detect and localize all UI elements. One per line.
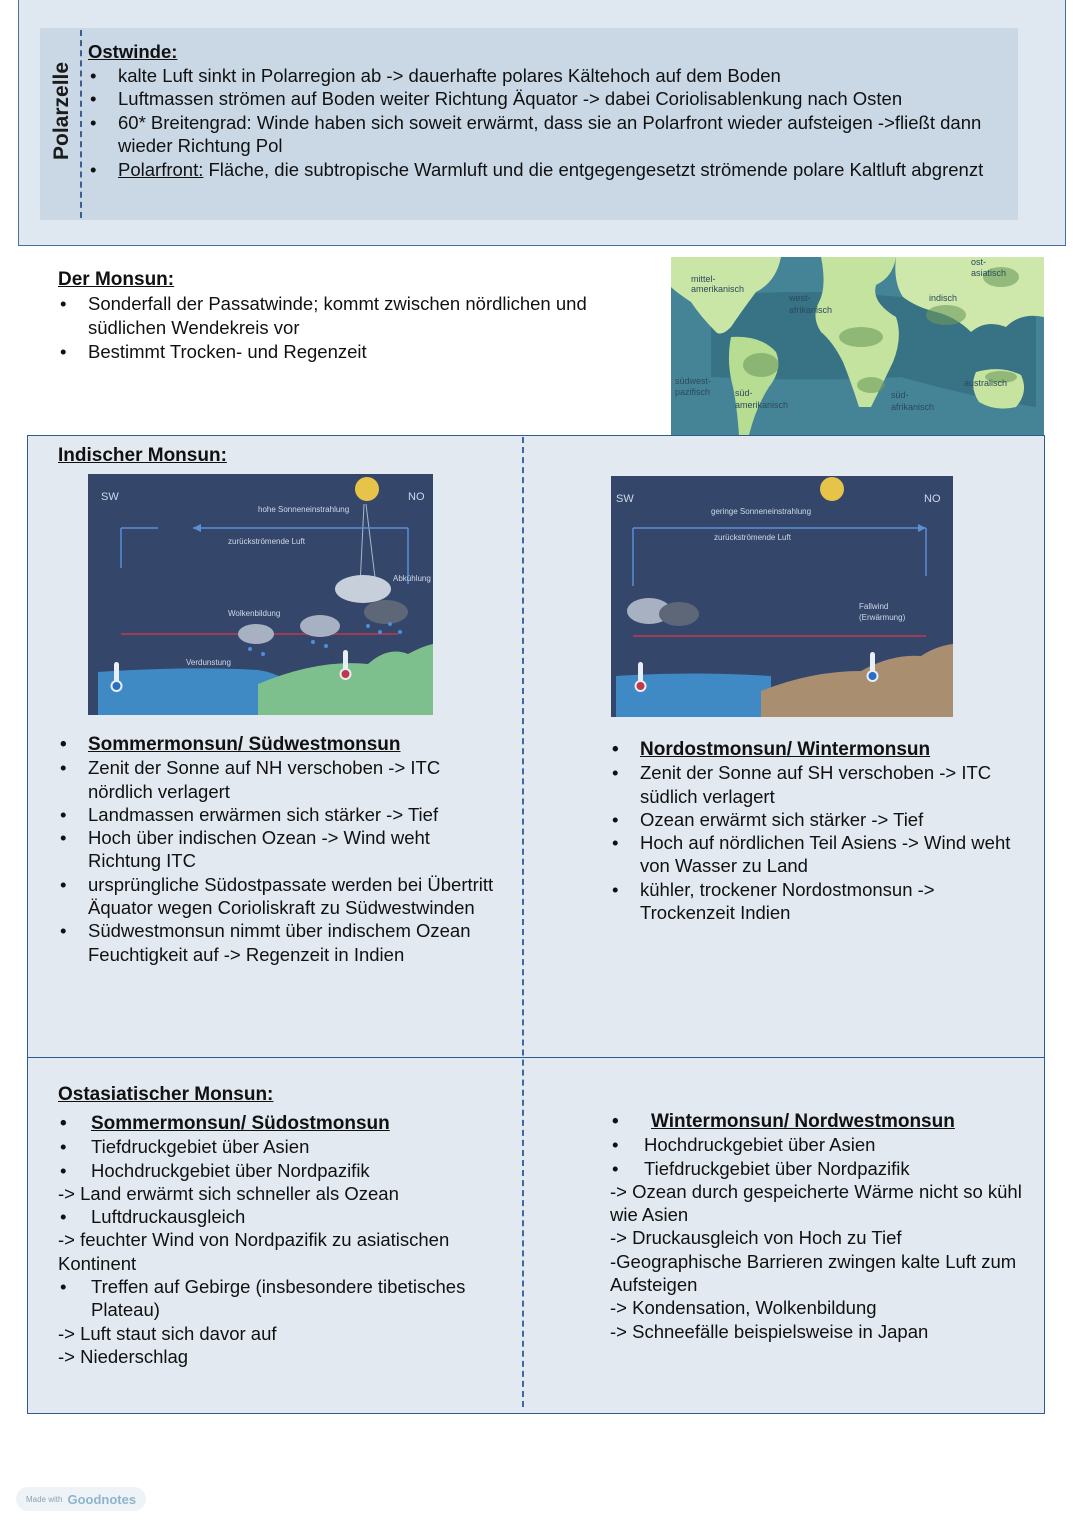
diagram-no-label: NO [408, 491, 425, 503]
monsun-title: Der Monsun: [58, 269, 175, 290]
indian-summer-section [58, 733, 498, 966]
bullet-line: • Tiefdruckgebiet über Nordpazifik [610, 1157, 1030, 1180]
arrow-line: -> Druckausgleich von Hoch zu Tief [610, 1227, 902, 1249]
polar-divider [80, 30, 82, 218]
map-label-westafrikanisch: west- [789, 293, 811, 303]
diagram-no-label: NO [924, 493, 941, 505]
sun-icon [820, 477, 844, 501]
polar-item: • 60* Breitengrad: Winde haben sich soweit erwärmt, dass sie an Polarfront wieder aufsteigen ->fließt dann wieder Richtung Pol [88, 111, 1008, 158]
bullet-line: • Luftdruckausgleich [58, 1205, 503, 1228]
polar-item: • Luftmassen strömen auf Boden weiter Richtung Äquator -> dabei Coriolisablenkung nach Osten [88, 87, 1008, 111]
polar-item: • kalte Luft sinkt in Polarregion ab -> dauerhafte polares Kältehoch auf dem Boden [88, 64, 1008, 88]
polar-list [88, 64, 1008, 182]
grid-horizontal-divider [28, 1057, 1044, 1058]
diagram-return-label: zurückströmende Luft [714, 533, 791, 542]
east-asian-monsoon-title: Ostasiatischer Monsun: [58, 1084, 274, 1105]
made-with-label: Made with [26, 1494, 63, 1504]
diagram-return-label: zurückströmende Luft [228, 537, 305, 546]
monsun-list [58, 292, 658, 364]
diagram-warming-label: (Erwärmung) [859, 613, 906, 622]
map-label-westafrikanisch-2: afrikanisch [789, 305, 833, 315]
monsoon-world-map [671, 257, 1044, 435]
map-label-indisch: indisch [929, 293, 958, 303]
east-asian-winter-list [610, 1110, 1030, 1343]
diagram-sw-label: SW [101, 491, 119, 503]
east-asian-summer-list [58, 1112, 503, 1368]
diagram-evap-label: Verdunstung [186, 658, 231, 667]
polarfront-text: Fläche, die subtropische Warmluft und die entgegengesetzt strömende polare Kaltluft abgrenzt [203, 158, 984, 180]
goodnotes-badge [16, 1487, 146, 1511]
map-label-ostasiatisch: ost- [971, 257, 987, 267]
indian-summer-item: • Zenit der Sonne auf NH verschoben -> ITC nördlich verlagert [58, 756, 498, 803]
indian-summer-item: • Südwestmonsun nimmt über indischem Ozean Feuchtigkeit auf -> Regenzeit in Indien [58, 919, 498, 966]
arrow-line: -> Niederschlag [58, 1345, 189, 1367]
map-label-ostasiatisch-2: asiatisch [971, 268, 1007, 278]
map-label-suedwestpazifisch-2: pazifisch [675, 387, 711, 397]
indian-summer-heading: • Sommermonsun/ Südwestmonsun [58, 733, 498, 756]
indian-winter-heading: • Nordostmonsun/ Wintermonsun [610, 738, 1030, 761]
sun-icon [355, 477, 379, 501]
bullet-line: • Tiefdruckgebiet über Asien [58, 1135, 503, 1158]
diagram-sw-label: SW [616, 493, 634, 505]
map-label-suedamerikanisch: süd- [735, 388, 753, 398]
indian-summer-item: • Landmassen erwärmen sich stärker -> Tief [58, 803, 498, 826]
polar-cell-label: Polarzelle [50, 61, 73, 160]
arrow-line: -> Schneefälle beispielsweise in Japan [610, 1320, 929, 1342]
east-asian-winter-section [610, 1110, 1030, 1343]
arrow-line: -> Land erwärmt sich schneller als Ozean [58, 1182, 399, 1204]
indian-winter-list [610, 738, 1030, 924]
east-asian-winter-heading: • Wintermonsun/ Nordwestmonsun [610, 1110, 1030, 1133]
arrow-line: -Geographische Barrieren zwingen kalte Luft zum Aufsteigen [610, 1250, 1017, 1296]
map-label-mittelamerikanisch: mittel- [691, 274, 716, 284]
diagram-cloud-label: Wolkenbildung [228, 609, 281, 618]
polar-item-front [88, 158, 1008, 182]
monsun-intro [58, 268, 658, 364]
map-label-australisch: australisch [964, 378, 1008, 388]
east-asian-summer-heading: • Sommermonsun/ Südostmonsun [58, 1112, 503, 1135]
grid-vertical-divider [522, 437, 524, 1407]
indian-summer-item: • Hoch über indischen Ozean -> Wind weht Richtung ITC [58, 826, 498, 873]
map-label-suedamerikanisch-2: amerikanisch [735, 400, 789, 410]
east-asian-summer-section [58, 1112, 503, 1368]
monsun-item: • Bestimmt Trocken- und Regenzeit [58, 340, 658, 364]
bullet-line: • Treffen auf Gebirge (insbesondere tibetisches Plateau) [58, 1275, 503, 1322]
bullet-line: • Hochdruckgebiet über Nordpazifik [58, 1159, 503, 1182]
arrow-line: -> Luft staut sich davor auf [58, 1322, 277, 1344]
polarfront-term: Polarfront: [118, 158, 204, 180]
diagram-sun-label: geringe Sonneneinstrahlung [711, 507, 812, 516]
polar-content [88, 40, 1008, 181]
summer-monsoon-diagram [88, 474, 433, 715]
map-label-suedwestpazifisch: südwest- [675, 376, 712, 386]
bullet-line: • Hochdruckgebiet über Asien [610, 1133, 1030, 1156]
map-label-mittelamerikanisch-2: amerikanisch [691, 284, 745, 294]
diagram-sun-label: hohe Sonneneinstrahlung [258, 505, 350, 514]
indian-winter-item: • Ozean erwärmt sich stärker -> Tief [610, 808, 1030, 831]
arrow-line: -> feuchter Wind von Nordpazifik zu asiatischen Kontinent [58, 1229, 450, 1274]
monsun-item: • Sonderfall der Passatwinde; kommt zwischen nördlichen und südlichen Wendekreis vor [58, 292, 658, 340]
indian-summer-list [58, 733, 498, 966]
diagram-fallwind-label: Fallwind [859, 602, 889, 611]
map-label-suedafrikanisch: süd- [891, 390, 909, 400]
indian-winter-item: • kühler, trockener Nordostmonsun -> Trockenzeit Indien [610, 878, 1030, 925]
indian-winter-item: • Zenit der Sonne auf SH verschoben -> ITC südlich verlagert [610, 761, 1030, 808]
polar-title: Ostwinde: [88, 41, 178, 62]
winter-monsoon-diagram [611, 476, 953, 717]
indian-winter-section [610, 738, 1030, 924]
map-label-suedafrikanisch-2: afrikanisch [891, 402, 935, 412]
arrow-line: -> Kondensation, Wolkenbildung [610, 1297, 877, 1319]
indian-monsoon-title: Indischer Monsun: [58, 445, 227, 466]
indian-summer-item: • ursprüngliche Südostpassate werden bei Übertritt Äquator wegen Corioliskraft zu Südwestwinden [58, 873, 498, 920]
goodnotes-logo: Goodnotes [67, 1491, 137, 1507]
arrow-line: -> Ozean durch gespeicherte Wärme nicht so kühl wie Asien [610, 1180, 1022, 1226]
diagram-cooling-label: Abkühlung [393, 574, 431, 583]
indian-winter-item: • Hoch auf nördlichen Teil Asiens -> Wind weht von Wasser zu Land [610, 831, 1030, 878]
